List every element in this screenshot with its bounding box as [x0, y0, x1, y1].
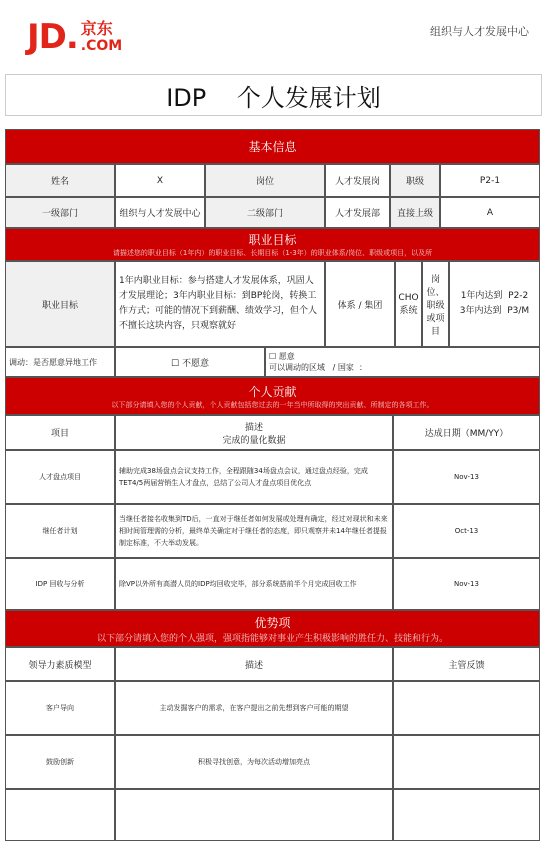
strength-col-desc: 描述 [115, 647, 393, 681]
contrib-row-item: 人才盘点项目 [5, 450, 115, 504]
relocate-label: 调动：是否愿意异地工作 [5, 347, 115, 377]
strength-section-header [5, 610, 540, 647]
name-label: 姓名 [5, 164, 115, 197]
system-value: CHO系统 [395, 261, 422, 347]
career-section-sub: 请描述您的职业目标（1年内）的职业目标、长期目标（1-3年）的职业体系/岗位、职级或项目，以及所 [112, 249, 433, 257]
strength-row-feedback[interactable] [393, 735, 540, 789]
contrib-row-date: Nov-13 [393, 558, 540, 610]
logo-jd-text: JD. [27, 17, 78, 57]
contrib-row-desc: 除VP以外所有高潜人员的IDP均回收完毕，部分系统搭前半个月完成回收工作 [115, 558, 393, 610]
page-title-text: IDP 个人发展计划 [166, 83, 381, 112]
contrib-section-title: 个人贡献 [248, 384, 297, 399]
basic-section-header: 基本信息 [5, 129, 540, 164]
dept1-value: 组织与人才发展中心 [115, 197, 205, 228]
relocate-no[interactable] [115, 347, 265, 377]
contrib-section-header [5, 377, 540, 415]
boss-value: A [440, 197, 540, 228]
career-section-header [5, 228, 540, 261]
strength-row-feedback[interactable] [393, 681, 540, 735]
strength-row-feedback[interactable] [393, 789, 540, 841]
page-title [5, 74, 542, 116]
strength-section-sub: 以下部分请填入您的个人强项，强项指能够对事业产生积极影响的胜任力、技能和行为。 [96, 633, 448, 644]
career-label: 职业目标 [5, 261, 115, 347]
strength-row-desc: 主动发掘客户的需求，在客户提出之前先想到客户可能的期望 [115, 681, 393, 735]
strength-row-desc: 积极寻找创意，为每次活动增加亮点 [115, 735, 393, 789]
contrib-row-date: Oct-13 [393, 504, 540, 558]
post-grade-label: 岗位、职级或项目 [422, 261, 449, 347]
contrib-col-date: 达成日期（MM/YY） [393, 415, 540, 450]
contrib-row-date: Nov-13 [393, 450, 540, 504]
dept2-label: 二级部门 [205, 197, 325, 228]
boss-label: 直接上级 [390, 197, 440, 228]
career-goal-text: 1年内职业目标：参与搭建人才发展体系，巩固人才发展理论；3年内职业目标：到BP轮岗，转换工作方式；可能的情况下到薪酬、绩效学习，但个人不擅长这块内容，只观察就好 [115, 261, 325, 347]
contrib-row-desc: 当继任者接名收集到TD后，一直对于继任者如何发展或处理有确定，经过对现状和未来相时间管理需的分析，最终单关确定对于继任者的态度，即只观察并未14年继任者提报制定标准，不大举动发展。 [115, 504, 393, 558]
contrib-row-item: IDP 回收与分析 [5, 558, 115, 610]
strength-row-item: 鼓励创新 [5, 735, 115, 789]
jd-logo [27, 18, 122, 56]
department-name: 组织与人才发展中心 [430, 25, 529, 38]
career-section-title: 职业目标 [248, 233, 297, 247]
contrib-col-item: 项目 [5, 415, 115, 450]
contrib-section-sub: 以下部分请填入您的个人贡献，个人贡献包括您过去的一年当中所取得的突出贡献、所制定的各项工作。 [111, 400, 434, 409]
strength-section-title: 优势项 [254, 615, 291, 630]
strength-row-item[interactable] [5, 789, 115, 841]
grade-target: 1年内达到 P2-2 3年内达到 P3/M [449, 261, 540, 347]
dept2-value: 人才发展部 [325, 197, 390, 228]
system-label: 体系 / 集团 [325, 261, 395, 347]
strength-col-model: 领导力素质模型 [5, 647, 115, 681]
strength-row-desc[interactable] [115, 789, 393, 841]
post-label: 岗位 [205, 164, 325, 197]
name-value: X [115, 164, 205, 197]
contrib-row-item: 继任者计划 [5, 504, 115, 558]
post-value: 人才发展岗 [325, 164, 390, 197]
strength-col-feedback: 主管反馈 [393, 647, 540, 681]
strength-row-item: 客户导向 [5, 681, 115, 735]
contrib-col-desc: 描述 完成的量化数据 [115, 415, 393, 450]
logo-cn-text: 京东 [80, 19, 113, 38]
logo-com-text: .COM [80, 38, 123, 54]
grade-value: P2-1 [440, 164, 540, 197]
grade-label: 职级 [390, 164, 440, 197]
dept1-label: 一级部门 [5, 197, 115, 228]
relocate-no-text: ☐ 不愿意 [171, 358, 209, 369]
contrib-row-desc: 辅助完成38场盘点会议支持工作，全程跟随34场盘点会议，通过盘点经验，完成TET4/5两届营销生人才盘点，总结了公司人才盘点项目优化点 [115, 450, 393, 504]
relocate-yes[interactable] [265, 347, 540, 377]
relocate-yes-text: ☐ 愿意 可以调动的区域 / 国家 ： [269, 352, 367, 372]
